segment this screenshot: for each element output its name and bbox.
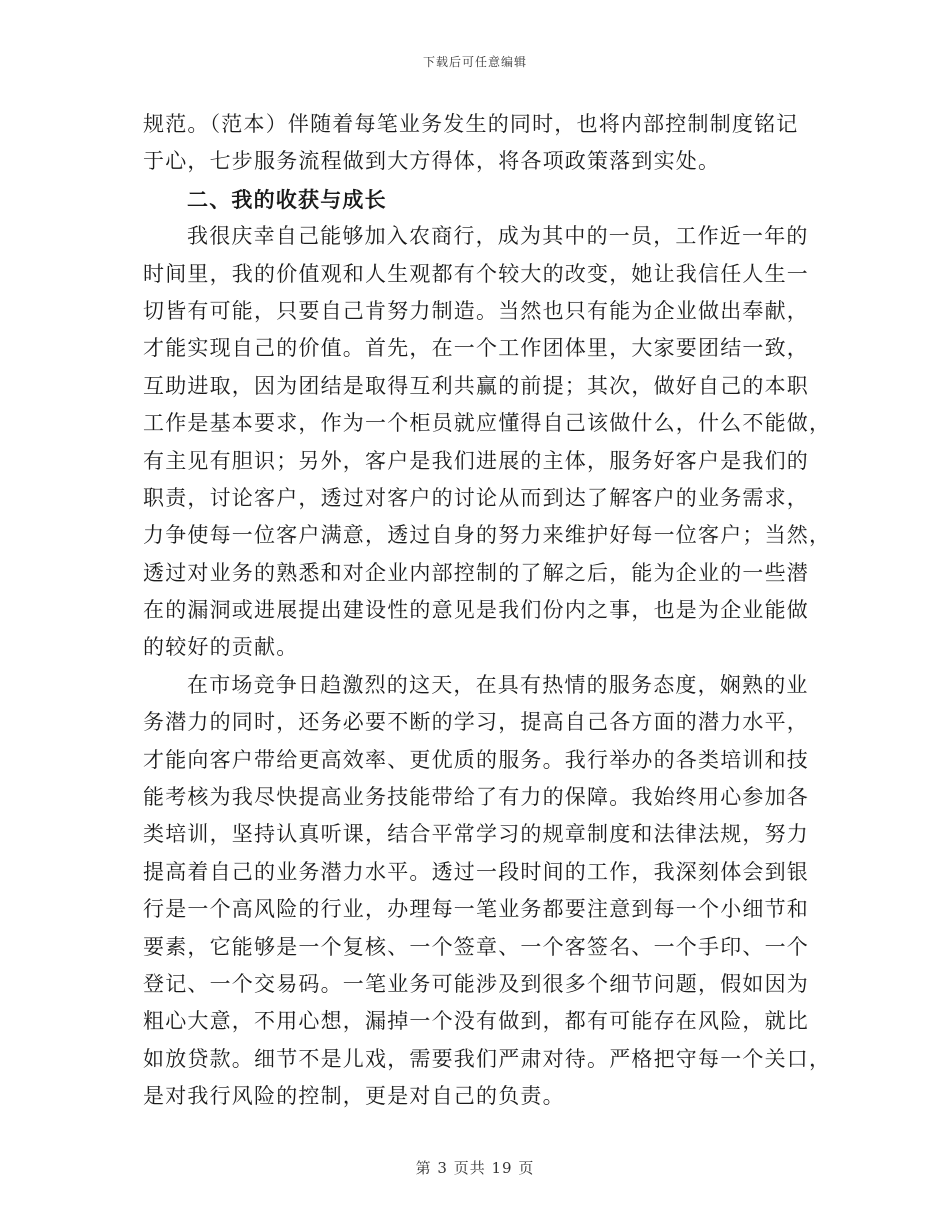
text-line: 在的漏洞或进展提出建设性的意见是我们份内之事，也是为企业能做: [143, 598, 809, 623]
text-line: 务潜力的同时，还务必要不断的学习，提高自己各方面的潜力水平，: [143, 710, 809, 735]
text-line: 才能实现自己的价值。首先，在一个工作团体里，大家要团结一致，: [143, 336, 809, 361]
text-line: 粗心大意，不用心想，漏掉一个没有做到，都有可能存在风险，就比: [143, 1009, 809, 1034]
text-line: 要素，它能够是一个复核、一个签章、一个客签名、一个手印、一个: [143, 934, 809, 959]
text-line: 能考核为我尽快提高业务技能带给了有力的保障。我始终用心参加各: [143, 785, 809, 810]
section-heading: 二、我的收获与成长: [187, 186, 387, 212]
text-line: 行是一个高风险的行业，办理每一笔业务都要注意到每一个小细节和: [143, 897, 809, 922]
text-line: 的较好的贡献。: [143, 635, 299, 660]
text-line: 登记、一个交易码。一笔业务可能涉及到很多个细节问题，假如因为: [143, 971, 809, 996]
text-line: 是对我行风险的控制，更是对自己的负责。: [143, 1084, 565, 1109]
paragraph-start-line: 我很庆幸自己能够加入农商行，成为其中的一员，工作近一年的: [187, 224, 809, 249]
text-line: 切皆有可能，只要自己肯努力制造。当然也只有能为企业做出奉献，: [143, 298, 809, 323]
text-line: 互助进取，因为团结是取得互利共赢的前提；其次，做好自己的本职: [143, 373, 809, 398]
document-body: [143, 106, 832, 1116]
text-line: 类培训，坚持认真听课，结合平常学习的规章制度和法律法规，努力: [143, 822, 809, 847]
text-line: 有主见有胆识；另外，客户是我们进展的主体，服务好客户是我们的: [143, 448, 809, 473]
text-line: 才能向客户带给更高效率、更优质的服务。我行举办的各类培训和技: [143, 747, 809, 772]
header-note: 下载后可任意编辑: [422, 55, 527, 69]
text-line: 规范。（范本）伴随着每笔业务发生的同时，也将内部控制制度铭记: [143, 112, 799, 136]
paragraph-start-line: 在市场竞争日趋激烈的这天，在具有热情的服务态度，娴熟的业: [187, 672, 809, 697]
text-line: 工作是基本要求，作为一个柜员就应懂得自己该做什么，什么不能做，: [143, 411, 832, 436]
text-line: 时间里，我的价值观和人生观都有个较大的改变，她让我信任人生一: [143, 261, 809, 286]
page-number-footer: 第 3 页共 19 页: [415, 1159, 535, 1177]
text-line: 如放贷款。细节不是儿戏，需要我们严肃对待。严格把守每一个关口，: [143, 1046, 832, 1071]
text-line: 力争使每一位客户满意，透过自身的努力来维护好每一位客户；当然，: [143, 523, 832, 548]
text-line: 于心，七步服务流程做到大方得体，将各项政策落到实处。: [143, 149, 721, 174]
text-line: 提高着自己的业务潜力水平。透过一段时间的工作，我深刻体会到银: [143, 859, 809, 884]
text-line: 职责，讨论客户，透过对客户的讨论从而到达了解客户的业务需求，: [143, 485, 809, 510]
text-line: 透过对业务的熟悉和对企业内部控制的了解之后，能为企业的一些潜: [143, 560, 809, 585]
